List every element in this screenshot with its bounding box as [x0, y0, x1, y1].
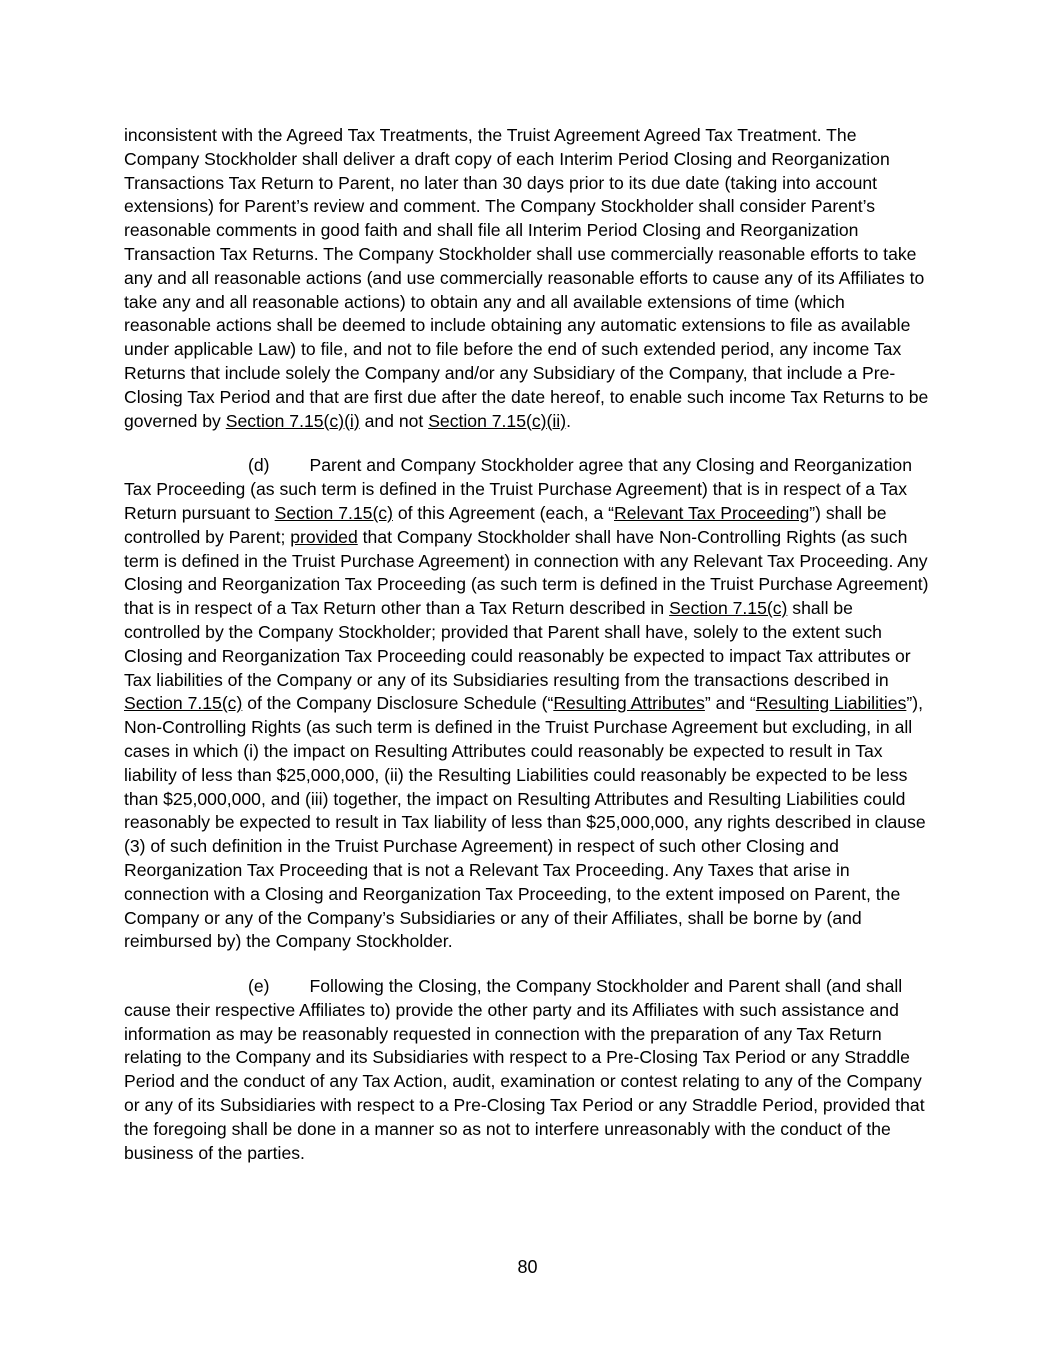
section-reference: Section 7.15(c): [669, 598, 788, 619]
defined-term: Resulting Attributes: [553, 693, 705, 714]
text-run: and not: [359, 410, 429, 431]
text-run: shall be controlled by the Company Stockholder; provided that Parent shall have, solely to the extent such Closing and Reorganization Tax Proceeding could reasonably be expected to impact Tax attributes or Tax liabilities of the Company or any of its Subsidiaries resulting from the transactions described in: [124, 598, 911, 690]
defined-term: Resulting Liabilities: [755, 693, 907, 714]
document-body: [124, 124, 934, 1165]
section-reference: Section 7.15(c)(ii): [428, 410, 567, 431]
text-run: .: [566, 410, 571, 431]
paragraph-c-continuation: [124, 124, 934, 433]
clause-label: (d): [248, 455, 270, 476]
text-run: of the Company Disclosure Schedule (“: [242, 693, 554, 714]
text-run: Parent and Company Stockholder agree that any Closing and Reorganization Tax Proceeding (as such term is defined in the Truist Purchase Agreement) that is in respect of a Tax Return pursuant to: [124, 455, 912, 523]
section-reference: Section 7.15(c)(i): [225, 410, 360, 431]
text-run: ” and “: [704, 693, 756, 714]
text-run: inconsistent with the Agreed Tax Treatments, the Truist Agreement Agreed Tax Treatment. The Company Stockholder shall deliver a draft copy of each Interim Period Closing and Reorganization Transactions Tax Return to Parent, no later than 30 days prior to its due date (taking into account extensions) for Parent’s review and comment. The Company Stockholder shall consider Parent’s reasonable comments in good faith and shall file all Interim Period Closing and Reorganization Transaction Tax Returns. The Company Stockholder shall use commercially reasonable efforts to take any and all reasonable actions (and use commercially reasonable efforts to cause any of its Affiliates to take any and all reasonable actions) to obtain any and all available extensions of time (which reasonable actions shall be deemed to include obtaining any automatic extensions to file as available under applicable Law) to file, and not to file before the end of such extended period, any income Tax Returns that include solely the Company and/or any Subsidiary of the Company, that include a Pre-Closing Tax Period and that are first due after the date hereof, to enable such income Tax Returns to be governed by: [124, 125, 929, 431]
section-reference: Section 7.15(c): [274, 502, 393, 523]
paragraph-e: [124, 975, 934, 1165]
section-reference: Section 7.15(c): [124, 693, 243, 714]
text-run: ”), Non-Controlling Rights (as such term is defined in the Truist Purchase Agreement but excluding, in all cases in which (i) the impact on Resulting Attributes could reasonably be expected to result in Tax liability of less than $25,000,000, (ii) the Resulting Liabilities could reasonably be expected to be less than $25,000,000, and (iii) together, the impact on Resulting Attributes and Resulting Liabilities could reasonably be expected to result in Tax liability of less than $25,000,000, any rights described in clause (3) of such definition in the Truist Purchase Agreement) in respect of such other Closing and Reorganization Tax Proceeding that is not a Relevant Tax Proceeding. Any Taxes that arise in connection with a Closing and Reorganization Tax Proceeding, to the extent imposed on Parent, the Company or any of the Company’s Subsidiaries or any of their Affiliates, shall be borne by (and reimbursed by) the Company Stockholder.: [124, 693, 926, 952]
page-number: 80: [517, 1257, 538, 1277]
clause-label: (e): [248, 976, 270, 997]
defined-term: Relevant Tax Proceeding: [613, 502, 810, 523]
text-run: Following the Closing, the Company Stockholder and Parent shall (and shall cause their respective Affiliates to) provide the other party and its Affiliates with such assistance and information as may be reasonably requested in connection with the preparation of any Tax Return relating to the Company and its Subsidiaries with respect to a Pre-Closing Tax Period or any Straddle Period and the conduct of any Tax Action, audit, examination or contest relating to any of the Company or any of its Subsidiaries with respect to a Pre-Closing Tax Period or any Straddle Period, provided that the foregoing shall be done in a manner so as not to interfere unreasonably with the conduct of the business of the parties.: [124, 976, 925, 1163]
text-run: ”) shall be controlled by Parent;: [124, 502, 887, 547]
text-run: of this Agreement (each, a “: [392, 502, 614, 523]
paragraph-d: [124, 454, 934, 954]
text-run: that Company Stockholder shall have Non-Controlling Rights (as such term is defined in the Truist Purchase Agreement) in connection with any Relevant Tax Proceeding. Any Closing and Reorganization Tax Proceeding (as such term is defined in the Truist Purchase Agreement) that is in respect of a Tax Return other than a Tax Return described in: [124, 526, 929, 619]
proviso-term: provided: [290, 526, 358, 547]
